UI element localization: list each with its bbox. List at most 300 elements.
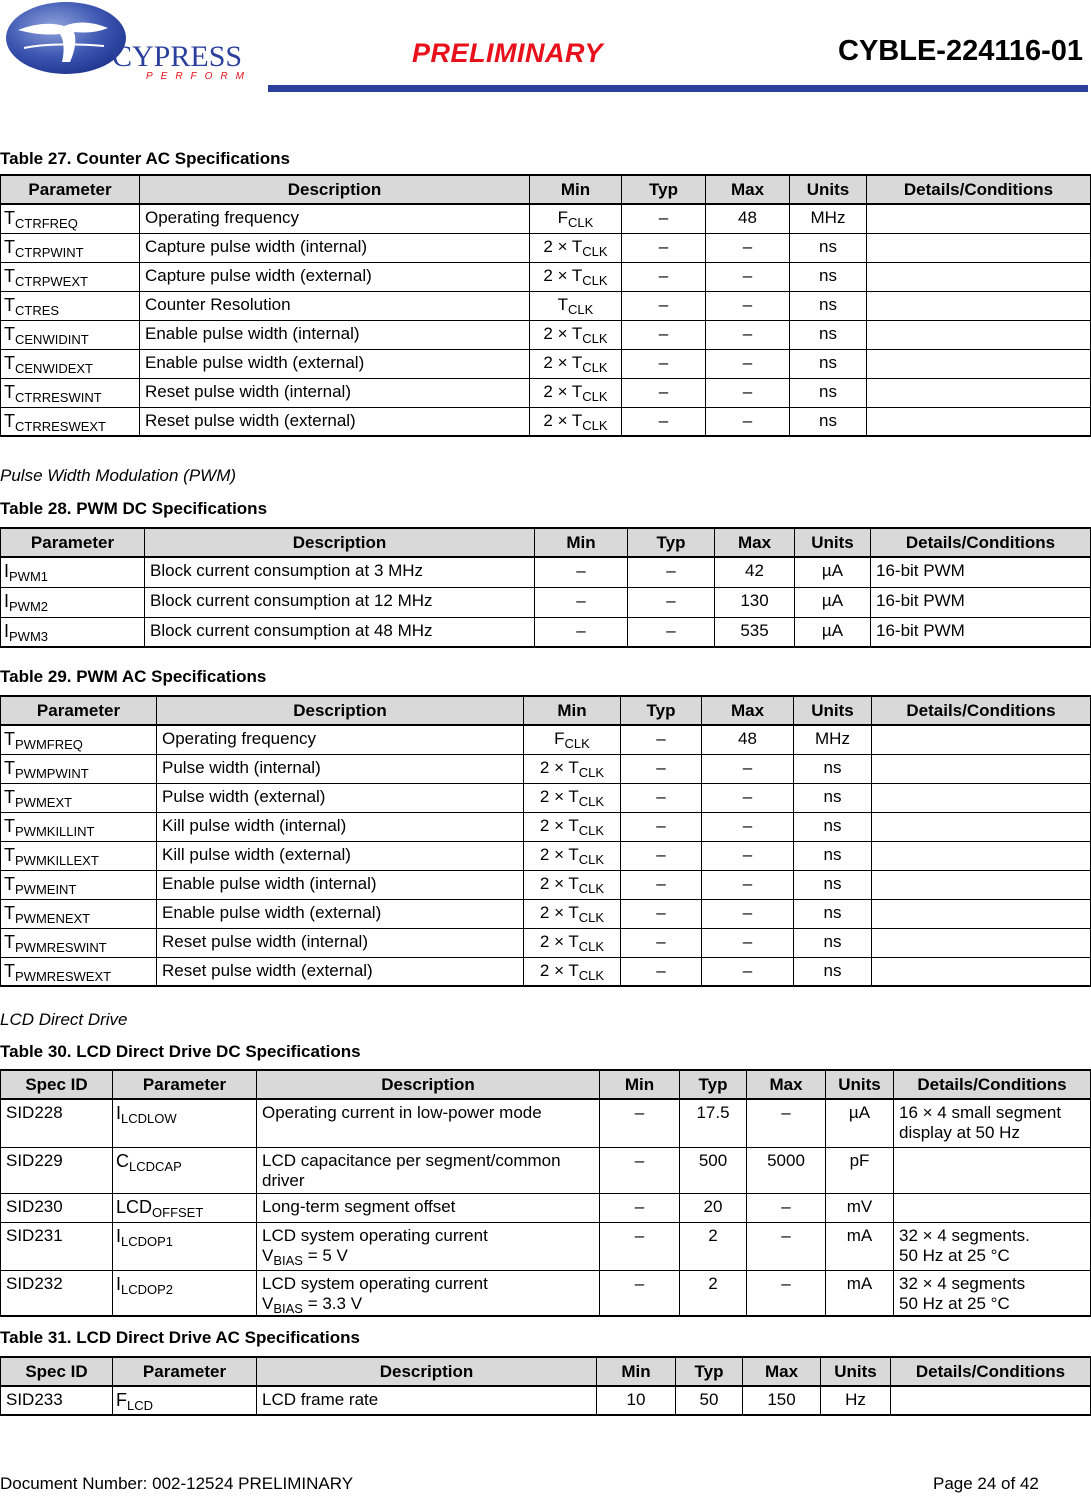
max-cell: – <box>702 754 794 783</box>
column-header: Typ <box>676 1357 743 1386</box>
details-line-2: 50 Hz at 25 °C <box>899 1293 1010 1313</box>
max-cell: 535 <box>715 617 795 647</box>
units-cell: ns <box>794 812 872 841</box>
parameter-cell <box>1 320 140 349</box>
parameter-subscript: PWMKILLEXT <box>15 852 99 868</box>
column-header: Details/Conditions <box>871 528 1091 557</box>
min-cell: – <box>600 1222 680 1270</box>
parameter-base: T <box>4 323 15 344</box>
table-row <box>1 1193 1091 1222</box>
min-base: 2 × T <box>539 960 579 980</box>
units-cell: ns <box>790 233 867 262</box>
typ-cell: – <box>621 754 702 783</box>
min-base: 2 × T <box>543 265 583 285</box>
parameter-cell <box>113 1270 257 1316</box>
parameter-subscript: CTRRESWINT <box>15 389 102 405</box>
units-cell: pF <box>826 1147 894 1193</box>
typ-cell: – <box>621 725 702 754</box>
vbias-subscript: BIAS <box>273 1300 303 1316</box>
max-cell: – <box>706 320 790 349</box>
parameter-cell <box>1 899 157 928</box>
min-cell: – <box>535 617 628 647</box>
typ-cell: – <box>621 899 702 928</box>
table-row <box>1 870 1091 899</box>
table-row <box>1 812 1091 841</box>
min-cell <box>524 899 621 928</box>
max-cell: – <box>706 407 790 436</box>
min-base: F <box>557 208 569 227</box>
min-cell <box>530 407 622 436</box>
column-header: Description <box>140 175 530 204</box>
min-subscript: CLK <box>578 967 605 983</box>
typ-cell: – <box>628 617 715 647</box>
table-row <box>1 262 1091 291</box>
min-cell: – <box>600 1147 680 1193</box>
preliminary-label: PRELIMINARY <box>412 38 604 68</box>
parameter-base: I <box>116 1273 122 1294</box>
column-header: Units <box>790 175 867 204</box>
parameter-subscript: PWM2 <box>9 598 49 614</box>
typ-cell: – <box>622 204 706 233</box>
column-header: Max <box>747 1070 826 1099</box>
min-cell <box>524 841 621 870</box>
parameter-subscript: CTRFREQ <box>15 216 78 231</box>
max-cell: – <box>747 1193 826 1222</box>
description-cell: Reset pulse width (external) <box>157 957 524 986</box>
parameter-base: F <box>116 1390 127 1410</box>
min-base: 2 × T <box>539 786 579 806</box>
units-cell: ns <box>794 899 872 928</box>
pwm-dc-table <box>0 527 1091 648</box>
parameter-cell <box>1 783 157 812</box>
details-line-2: display at 50 Hz <box>899 1123 1020 1142</box>
description-line-1: Long-term segment offset <box>262 1196 456 1216</box>
typ-cell: 500 <box>680 1147 747 1193</box>
parameter-cell <box>1 557 145 587</box>
column-header: Units <box>826 1070 894 1099</box>
vbias-subscript: BIAS <box>273 1252 303 1268</box>
description-cell: Block current consumption at 12 MHz <box>145 587 535 617</box>
details-cell <box>867 349 1091 378</box>
min-subscript: CLK <box>582 243 608 259</box>
max-cell: – <box>702 870 794 899</box>
units-cell: Hz <box>821 1386 891 1415</box>
parameter-subscript: PWMRESWINT <box>15 939 107 955</box>
typ-cell: – <box>622 233 706 262</box>
table-row <box>1 320 1091 349</box>
table-header-row <box>1 175 1091 204</box>
table-header-row <box>1 696 1091 725</box>
typ-cell: – <box>622 320 706 349</box>
min-subscript: CLK <box>578 938 605 954</box>
min-base: 2 × T <box>539 902 579 922</box>
column-header: Min <box>597 1357 676 1386</box>
column-header: Spec ID <box>1 1357 113 1386</box>
typ-cell: 17.5 <box>680 1099 747 1147</box>
description-line-1: LCD system operating current <box>262 1273 488 1293</box>
description-line-1: LCD system operating current <box>262 1225 488 1245</box>
parameter-subscript: LCDOP1 <box>121 1233 174 1249</box>
table-row <box>1 378 1091 407</box>
max-cell: – <box>702 928 794 957</box>
parameter-subscript: LCDOP2 <box>121 1281 174 1297</box>
parameter-cell <box>1 725 157 754</box>
spec-id-cell: SID231 <box>1 1222 113 1270</box>
column-header: Details/Conditions <box>867 175 1091 204</box>
column-header: Description <box>257 1070 600 1099</box>
details-cell <box>867 291 1091 320</box>
min-base: 2 × T <box>539 815 579 835</box>
details-line-1: 32 × 4 segments. <box>899 1225 1030 1245</box>
units-cell: ns <box>794 928 872 957</box>
max-cell: – <box>702 957 794 986</box>
parameter-subscript: LCDLOW <box>121 1111 177 1126</box>
min-base: 2 × T <box>543 323 583 343</box>
min-cell <box>524 783 621 812</box>
description-cell: Kill pulse width (external) <box>157 841 524 870</box>
spec-id-cell: SID230 <box>1 1193 113 1222</box>
parameter-subscript: PWMKILLINT <box>15 823 95 839</box>
table-row <box>1 725 1091 754</box>
parameter-subscript: CTRES <box>15 302 60 318</box>
details-cell: 16-bit PWM <box>871 617 1091 647</box>
lcd-ac-table <box>0 1356 1091 1416</box>
column-header: Description <box>257 1357 597 1386</box>
table-row <box>1 617 1091 647</box>
table-row <box>1 349 1091 378</box>
parameter-base: I <box>116 1103 122 1123</box>
min-subscript: CLK <box>578 851 605 867</box>
column-header: Units <box>821 1357 891 1386</box>
min-cell <box>524 928 621 957</box>
typ-cell: 2 <box>680 1222 747 1270</box>
min-cell <box>530 233 622 262</box>
typ-cell: – <box>622 291 706 320</box>
typ-cell: 50 <box>676 1386 743 1415</box>
min-subscript: CLK <box>578 909 605 925</box>
max-cell: – <box>702 783 794 812</box>
description-line-2 <box>262 1246 594 1266</box>
typ-cell: – <box>621 812 702 841</box>
max-cell: – <box>747 1270 826 1316</box>
parameter-cell <box>1 587 145 617</box>
parameter-subscript: CENWIDINT <box>15 331 89 347</box>
typ-cell: – <box>622 262 706 291</box>
min-base: 2 × T <box>539 757 579 777</box>
parameter-subscript: PWMEXT <box>15 794 73 810</box>
details-cell: 16-bit PWM <box>871 557 1091 587</box>
units-cell: ns <box>790 262 867 291</box>
details-cell <box>894 1270 1091 1316</box>
details-cell <box>867 407 1091 436</box>
min-base: 2 × T <box>543 352 583 372</box>
table30-caption: Table 30. LCD Direct Drive DC Specifications <box>0 1042 361 1061</box>
counter-ac-table <box>0 174 1091 437</box>
description-cell <box>257 1193 600 1222</box>
min-cell: – <box>535 557 628 587</box>
units-cell: ns <box>794 754 872 783</box>
units-cell: ns <box>794 957 872 986</box>
typ-cell: – <box>622 349 706 378</box>
column-header: Typ <box>621 696 702 725</box>
column-header: Parameter <box>113 1357 257 1386</box>
min-base: 2 × T <box>543 410 583 430</box>
units-cell: ns <box>794 783 872 812</box>
table-row <box>1 587 1091 617</box>
min-subscript: CLK <box>582 272 608 288</box>
typ-cell: – <box>622 378 706 407</box>
units-cell: ns <box>794 841 872 870</box>
header-rule <box>268 85 1088 92</box>
description-cell: Block current consumption at 48 MHz <box>145 617 535 647</box>
description-line-1: LCD capacitance per segment/common <box>262 1150 561 1170</box>
max-cell: – <box>706 233 790 262</box>
parameter-subscript: PWMEINT <box>15 881 77 897</box>
spec-id-cell: SID229 <box>1 1147 113 1193</box>
min-subscript: CLK <box>564 736 590 751</box>
min-cell: – <box>600 1193 680 1222</box>
units-cell: ns <box>790 378 867 407</box>
vbias-base: V <box>262 1245 274 1265</box>
parameter-base: I <box>4 561 10 581</box>
column-header: Max <box>715 528 795 557</box>
units-cell: ns <box>794 870 872 899</box>
description-cell: Kill pulse width (internal) <box>157 812 524 841</box>
parameter-subscript: LCD <box>127 1398 154 1413</box>
table-row <box>1 1222 1091 1270</box>
table27-caption: Table 27. Counter AC Specifications <box>0 149 291 168</box>
min-cell <box>530 204 622 233</box>
min-base: 2 × T <box>539 931 579 951</box>
table-row <box>1 1386 1091 1415</box>
parameter-cell <box>1 407 140 436</box>
typ-cell: – <box>628 557 715 587</box>
details-cell <box>867 262 1091 291</box>
min-base: T <box>557 294 569 314</box>
column-header: Typ <box>628 528 715 557</box>
max-cell: – <box>747 1222 826 1270</box>
description-cell <box>257 1099 600 1147</box>
parameter-base: C <box>116 1150 129 1171</box>
parameter-cell <box>1 754 157 783</box>
details-cell <box>894 1193 1091 1222</box>
min-cell <box>524 957 621 986</box>
max-cell: 48 <box>702 725 794 754</box>
parameter-subscript: CTRPWINT <box>15 244 84 260</box>
description-cell: Pulse width (external) <box>157 783 524 812</box>
min-base: 2 × T <box>539 844 579 864</box>
column-header: Max <box>743 1357 821 1386</box>
table-row <box>1 957 1091 986</box>
parameter-subscript: OFFSET <box>152 1204 204 1220</box>
parameter-cell <box>113 1193 257 1222</box>
column-header: Units <box>794 696 872 725</box>
parameter-base: T <box>4 931 15 952</box>
parameter-base: T <box>4 208 15 228</box>
details-cell <box>872 957 1091 986</box>
min-subscript: CLK <box>568 215 594 230</box>
min-cell <box>530 378 622 407</box>
parameter-base: T <box>4 352 15 373</box>
min-cell <box>530 349 622 378</box>
typ-cell: 2 <box>680 1270 747 1316</box>
parameter-cell <box>1 870 157 899</box>
table-row <box>1 841 1091 870</box>
column-header: Details/Conditions <box>894 1070 1091 1099</box>
parameter-subscript: CTRRESWEXT <box>15 418 106 434</box>
column-header: Min <box>535 528 628 557</box>
parameter-cell <box>1 233 140 262</box>
table-header-row <box>1 1357 1091 1386</box>
details-cell <box>872 783 1091 812</box>
max-cell: – <box>702 899 794 928</box>
parameter-base: T <box>4 381 15 402</box>
min-cell: – <box>600 1099 680 1147</box>
max-cell: 5000 <box>747 1147 826 1193</box>
column-header: Details/Conditions <box>891 1357 1091 1386</box>
details-cell <box>894 1222 1091 1270</box>
description-cell: Enable pulse width (external) <box>157 899 524 928</box>
parameter-cell <box>1 617 145 647</box>
description-cell: LCD frame rate <box>257 1386 597 1415</box>
table-row <box>1 204 1091 233</box>
parameter-base: LCD <box>116 1196 153 1217</box>
units-cell: µA <box>826 1099 894 1147</box>
details-cell <box>894 1147 1091 1193</box>
description-cell: Capture pulse width (external) <box>140 262 530 291</box>
typ-cell: 20 <box>680 1193 747 1222</box>
parameter-cell <box>1 957 157 986</box>
column-header: Units <box>795 528 871 557</box>
description-cell: Reset pulse width (internal) <box>140 378 530 407</box>
details-cell <box>872 725 1091 754</box>
min-cell <box>524 754 621 783</box>
table-row <box>1 1270 1091 1316</box>
parameter-cell <box>1 841 157 870</box>
description-cell: Enable pulse width (external) <box>140 349 530 378</box>
min-subscript: CLK <box>582 330 608 346</box>
details-cell <box>872 928 1091 957</box>
spec-id-cell: SID233 <box>1 1386 113 1415</box>
description-line-2 <box>262 1294 594 1314</box>
max-cell: – <box>706 378 790 407</box>
typ-cell: – <box>621 870 702 899</box>
column-header: Description <box>145 528 535 557</box>
parameter-cell <box>113 1222 257 1270</box>
parameter-subscript: PWM1 <box>9 569 49 584</box>
table-row <box>1 754 1091 783</box>
parameter-subscript: PWMPWINT <box>15 765 89 781</box>
spec-id-cell: SID232 <box>1 1270 113 1316</box>
max-cell: – <box>706 291 790 320</box>
page-number: Page 24 of 42 <box>933 1474 1039 1493</box>
min-subscript: CLK <box>578 880 605 896</box>
units-cell: µA <box>795 557 871 587</box>
min-subscript: CLK <box>568 301 594 317</box>
table-row <box>1 783 1091 812</box>
column-header: Parameter <box>113 1070 257 1099</box>
table-row <box>1 407 1091 436</box>
parameter-base: T <box>4 960 15 981</box>
pwm-section-heading: Pulse Width Modulation (PWM) <box>0 466 237 485</box>
parameter-cell <box>1 928 157 957</box>
details-line-1: 16 × 4 small segment <box>899 1103 1062 1122</box>
parameter-base: T <box>4 265 15 286</box>
table-row <box>1 928 1091 957</box>
details-cell: 16-bit PWM <box>871 587 1091 617</box>
parameter-subscript: PWMRESWEXT <box>15 968 112 984</box>
details-cell <box>872 899 1091 928</box>
column-header: Description <box>157 696 524 725</box>
max-cell: 42 <box>715 557 795 587</box>
parameter-base: I <box>4 590 10 611</box>
description-cell: Operating frequency <box>157 725 524 754</box>
parameter-cell <box>1 204 140 233</box>
typ-cell: – <box>621 957 702 986</box>
min-subscript: CLK <box>582 359 608 375</box>
parameter-base: T <box>4 236 15 257</box>
max-cell: 150 <box>743 1386 821 1415</box>
details-cell <box>872 812 1091 841</box>
description-cell: Block current consumption at 3 MHz <box>145 557 535 587</box>
parameter-subscript: PWMFREQ <box>15 737 83 752</box>
description-cell <box>257 1270 600 1316</box>
details-cell <box>867 320 1091 349</box>
min-subscript: CLK <box>582 417 608 433</box>
parameter-cell <box>113 1099 257 1147</box>
svg-text:CYPRESS: CYPRESS <box>112 40 243 73</box>
column-header: Min <box>530 175 622 204</box>
description-cell: Reset pulse width (internal) <box>157 928 524 957</box>
parameter-base: I <box>116 1225 122 1246</box>
details-cell <box>872 841 1091 870</box>
min-cell: – <box>535 587 628 617</box>
table-row <box>1 1147 1091 1193</box>
parameter-base: T <box>4 815 15 836</box>
parameter-cell <box>1 812 157 841</box>
details-cell <box>867 378 1091 407</box>
units-cell: µA <box>795 587 871 617</box>
description-cell: Enable pulse width (internal) <box>157 870 524 899</box>
spec-id-cell: SID228 <box>1 1099 113 1147</box>
description-line-1: Operating current in low-power mode <box>262 1103 542 1122</box>
pwm-ac-table <box>0 695 1091 987</box>
column-header: Parameter <box>1 175 140 204</box>
parameter-cell <box>1 262 140 291</box>
parameter-subscript: CENWIDEXT <box>15 360 93 376</box>
vbias-value: = 5 V <box>302 1245 348 1265</box>
max-cell: – <box>706 262 790 291</box>
max-cell: 130 <box>715 587 795 617</box>
description-cell: Enable pulse width (internal) <box>140 320 530 349</box>
parameter-cell <box>113 1147 257 1193</box>
min-base: F <box>554 729 565 748</box>
parameter-cell <box>113 1386 257 1415</box>
units-cell: ns <box>790 349 867 378</box>
units-cell: MHz <box>794 725 872 754</box>
table-row <box>1 233 1091 262</box>
parameter-base: I <box>4 620 10 641</box>
parameter-cell <box>1 349 140 378</box>
min-cell <box>524 870 621 899</box>
description-cell: Operating frequency <box>140 204 530 233</box>
table28-caption: Table 28. PWM DC Specifications <box>0 499 268 518</box>
vbias-value: = 3.3 V <box>302 1293 363 1313</box>
description-line-2: driver <box>262 1170 305 1190</box>
table-row <box>1 1099 1091 1147</box>
description-cell: Counter Resolution <box>140 291 530 320</box>
description-cell: Pulse width (internal) <box>157 754 524 783</box>
